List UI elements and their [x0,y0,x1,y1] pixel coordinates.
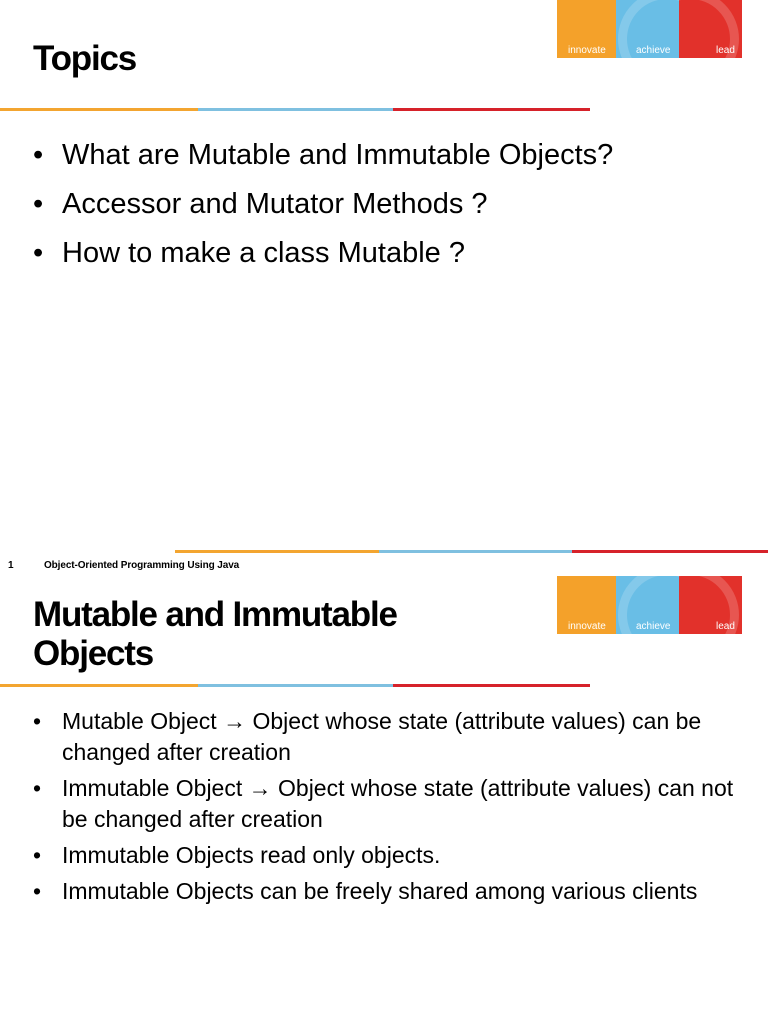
list-item [33,773,743,835]
slide-title [33,595,397,673]
logo-label-achieve: achieve [636,45,671,56]
topics-list [33,131,753,278]
bullet-text: Accessor and Mutator Methods ? [62,188,488,220]
bullet-dot: • [33,878,42,904]
brand-logo [557,576,742,634]
logo-label-lead: lead [716,45,735,56]
bullet-dot: • [33,139,44,171]
list-item [33,840,743,871]
logo-segment-achieve [616,0,679,58]
list-item [33,706,743,768]
bullet-dot: • [33,708,42,734]
course-title: Object-Oriented Programming Using Java [44,560,240,571]
bullet-text: What are Mutable and Immutable Objects? [62,139,614,171]
logo-label-innovate: innovate [568,621,606,632]
list-item [33,180,753,229]
slide-title-line1: Mutable and Immutable [33,595,397,634]
list-item [33,229,753,278]
slide-title: Topics [33,39,136,78]
bullet-text: Immutable Object → Object whose state (attribute values) can not be changed after creation [62,775,734,832]
title-divider [0,684,590,687]
slide-number: 1 [8,560,14,571]
list-item [33,876,743,907]
logo-label-innovate: innovate [568,45,606,56]
bullet-dot: • [33,842,42,868]
logo-label-lead: lead [716,621,735,632]
bullet-text: Immutable Objects can be freely shared among various clients [62,878,698,904]
bullet-text: Immutable Objects read only objects. [62,842,441,868]
logo-segment-lead [679,576,742,634]
title-divider [0,108,590,111]
bullet-dot: • [33,775,42,801]
bullet-dot: • [33,237,44,269]
slide-title-line2: Objects [33,634,153,673]
logo-segment-lead [679,0,742,58]
slide-footer [0,558,400,574]
logo-label-achieve: achieve [636,621,671,632]
bullet-dot: • [33,188,44,220]
slide-mutable-immutable [0,575,768,1024]
definitions-list [33,706,743,912]
logo-segment-innovate [557,576,616,634]
footer-divider [175,550,768,553]
list-item [33,131,753,180]
bullet-text: Mutable Object → Object whose state (attribute values) can be changed after creation [62,708,702,765]
bullet-text: How to make a class Mutable ? [62,237,465,269]
brand-logo [557,0,742,58]
logo-segment-innovate [557,0,616,58]
logo-segment-achieve [616,576,679,634]
